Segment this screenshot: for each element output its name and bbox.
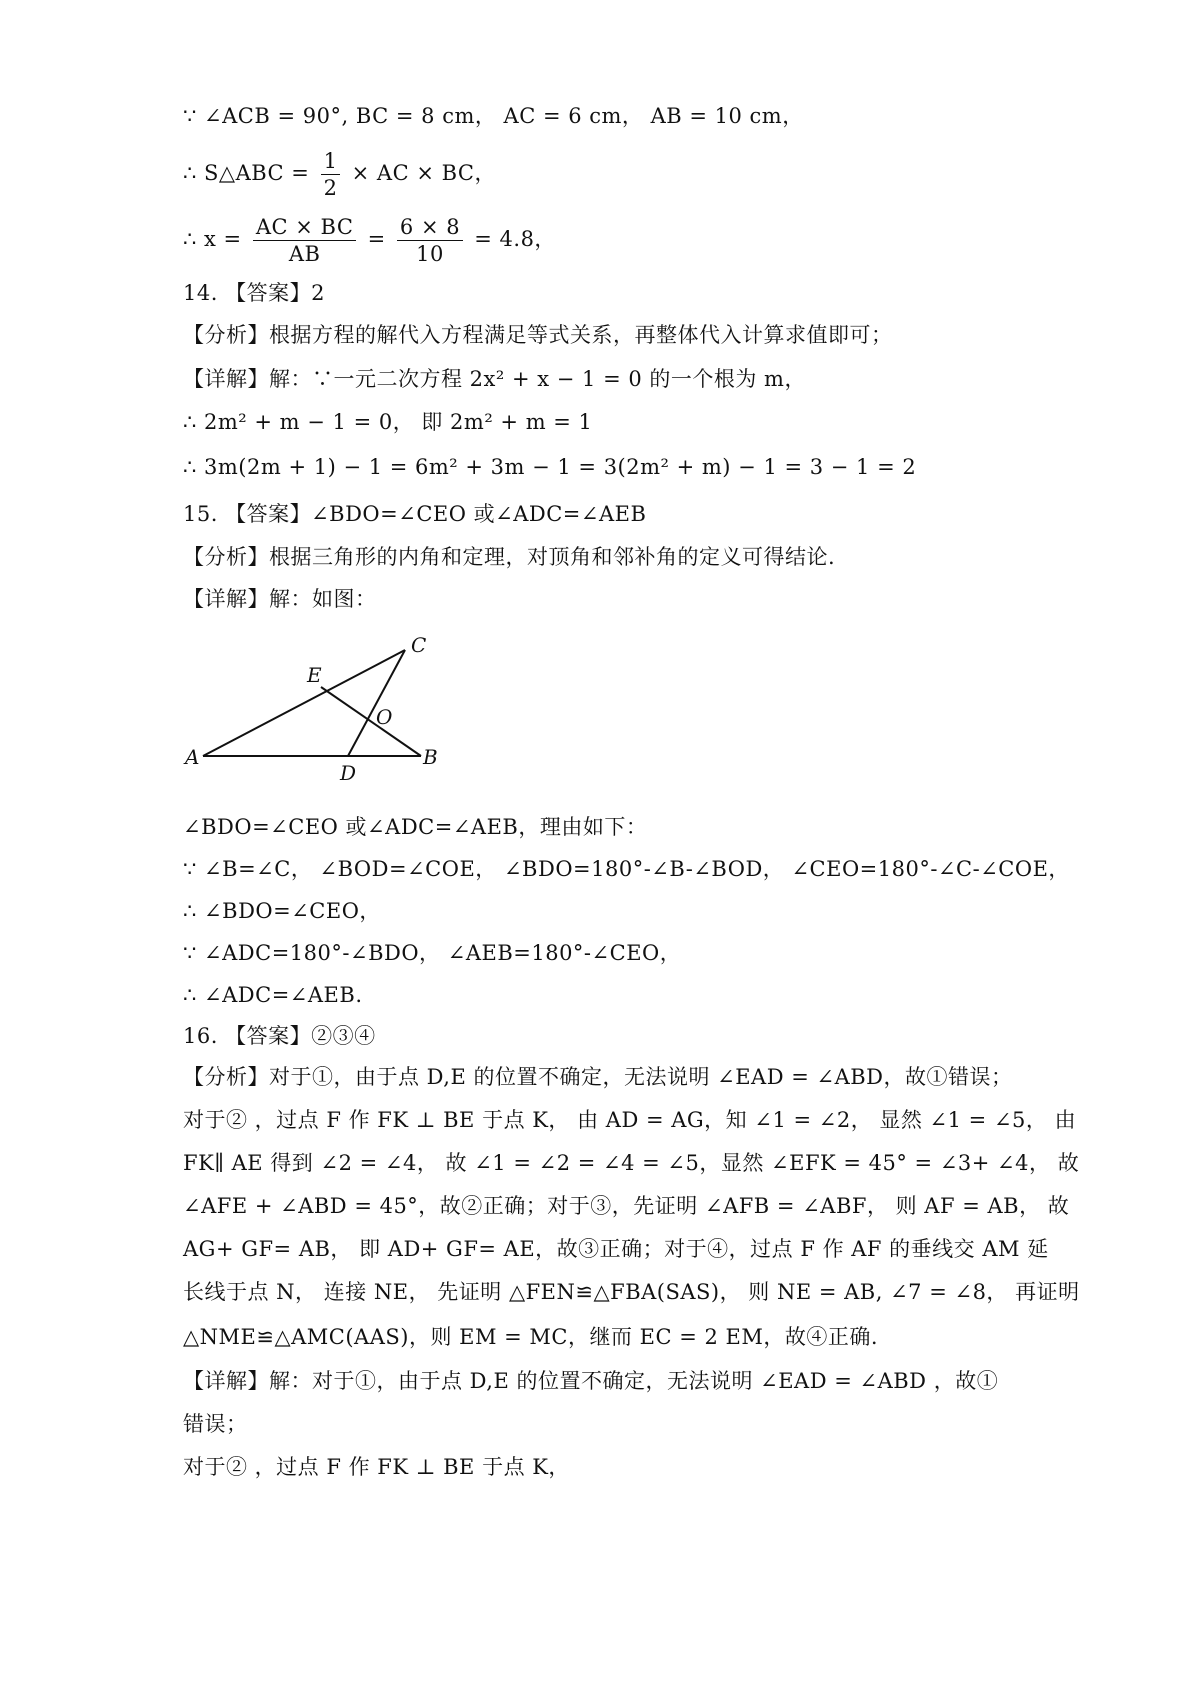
q15-step-2: ∴ ∠BDO=∠CEO， xyxy=(183,899,381,923)
height-fraction-1-numerator: AC × BC xyxy=(253,214,357,241)
q15-answer: 15. 【答案】∠BDO=∠CEO 或∠ADC=∠AEB xyxy=(183,502,647,526)
q16-analysis-6: 长线于点 N， 连接 NE， 先证明 △FEN≌△FBA(SAS)， 则 NE = AB, ∠7 = ∠8， 再证明 xyxy=(183,1280,1080,1304)
segment-ac xyxy=(203,650,405,756)
q16-analysis-2: 对于② ，过点 F 作 FK ⊥ BE 于点 K， 由 AD = AG，知 ∠1 = ∠2， 显然 ∠1 = ∠5， 由 xyxy=(183,1108,1077,1132)
q14-step-2: ∴ 3m(2m + 1) − 1 = 6m² + 3m − 1 = 3(2m² + m) − 1 = 3 − 1 = 2 xyxy=(183,455,917,479)
q15-step-1: ∵ ∠B=∠C， ∠BOD=∠COE， ∠BDO=180°-∠B-∠BOD， ∠CEO=180°-∠C-∠COE， xyxy=(183,857,1070,881)
label-b: B xyxy=(423,745,438,769)
height-formula-lhs: ∴ x = xyxy=(183,227,242,251)
height-formula-line xyxy=(183,214,556,267)
label-o: O xyxy=(376,705,393,729)
height-formula-equals: = xyxy=(367,227,386,251)
q16-detail-3: 对于② ，过点 F 作 FK ⊥ BE 于点 K， xyxy=(183,1455,570,1479)
q14-detail: 【详解】解：∵一元二次方程 2x² + x − 1 = 0 的一个根为 m， xyxy=(183,367,806,391)
area-formula-rhs: × AC × BC， xyxy=(351,161,496,185)
q16-answer: 16. 【答案】②③④ xyxy=(183,1024,376,1048)
area-formula-line xyxy=(183,148,496,201)
q15-reason: ∠BDO=∠CEO 或∠ADC=∠AEB，理由如下： xyxy=(183,815,648,839)
q16-detail-1: 【详解】解：对于①，由于点 D,E 的位置不确定，无法说明 ∠EAD = ∠ABD ，故① xyxy=(183,1369,999,1393)
area-fraction-numerator: 1 xyxy=(321,148,341,175)
q14-answer: 14. 【答案】2 xyxy=(183,281,325,305)
area-formula-lhs: ∴ S△ABC = xyxy=(183,161,310,185)
q14-analysis: 【分析】根据方程的解代入方程满足等式关系，再整体代入计算求值即可； xyxy=(183,323,893,347)
height-fraction-2-denominator: 10 xyxy=(416,242,444,266)
q14-step-1: ∴ 2m² + m − 1 = 0， 即 2m² + m = 1 xyxy=(183,410,593,434)
height-fraction-1-denominator: AB xyxy=(288,242,321,266)
segment-eb xyxy=(321,687,421,756)
area-fraction xyxy=(321,148,341,201)
label-d: D xyxy=(340,761,357,785)
given-line: ∵ ∠ACB = 90°, BC = 8 cm， AC = 6 cm， AB = 10 cm， xyxy=(183,104,804,128)
q15-detail: 【详解】解：如图： xyxy=(183,587,377,611)
height-fraction-1 xyxy=(253,214,357,267)
q16-analysis-3: FK∥ AE 得到 ∠2 = ∠4， 故 ∠1 = ∠2 = ∠4 = ∠5，显然 ∠EFK = 45° = ∠3+ ∠4， 故 xyxy=(183,1151,1080,1175)
q16-analysis-4: ∠AFE + ∠ABD = 45°，故②正确；对于③，先证明 ∠AFB = ∠ABF， 则 AF = AB， 故 xyxy=(183,1194,1070,1218)
q15-analysis: 【分析】根据三角形的内角和定理，对顶角和邻补角的定义可得结论. xyxy=(183,545,836,569)
height-fraction-2 xyxy=(397,214,463,267)
label-a: A xyxy=(185,745,200,769)
label-c: C xyxy=(411,633,427,657)
triangle-diagram xyxy=(183,630,453,790)
q16-analysis-5: AG+ GF= AB， 即 AD+ GF= AE，故③正确；对于④，过点 F 作 AF 的垂线交 AM 延 xyxy=(183,1237,1049,1261)
height-fraction-2-numerator: 6 × 8 xyxy=(397,214,463,241)
triangle-figure xyxy=(183,630,453,790)
label-e: E xyxy=(307,663,322,687)
q16-analysis-1: 【分析】对于①，由于点 D,E 的位置不确定，无法说明 ∠EAD = ∠ABD，故①错误； xyxy=(183,1065,1013,1089)
q15-step-3: ∵ ∠ADC=180°-∠BDO， ∠AEB=180°-∠CEO， xyxy=(183,941,682,965)
q16-detail-2: 错误； xyxy=(183,1412,248,1436)
q16-analysis-7: △NME≌△AMC(AAS)，则 EM = MC，继而 EC = 2 EM，故④正确. xyxy=(183,1325,879,1349)
q15-step-4: ∴ ∠ADC=∠AEB. xyxy=(183,983,363,1007)
height-formula-rhs: = 4.8， xyxy=(474,227,556,251)
area-fraction-denominator: 2 xyxy=(323,176,338,200)
